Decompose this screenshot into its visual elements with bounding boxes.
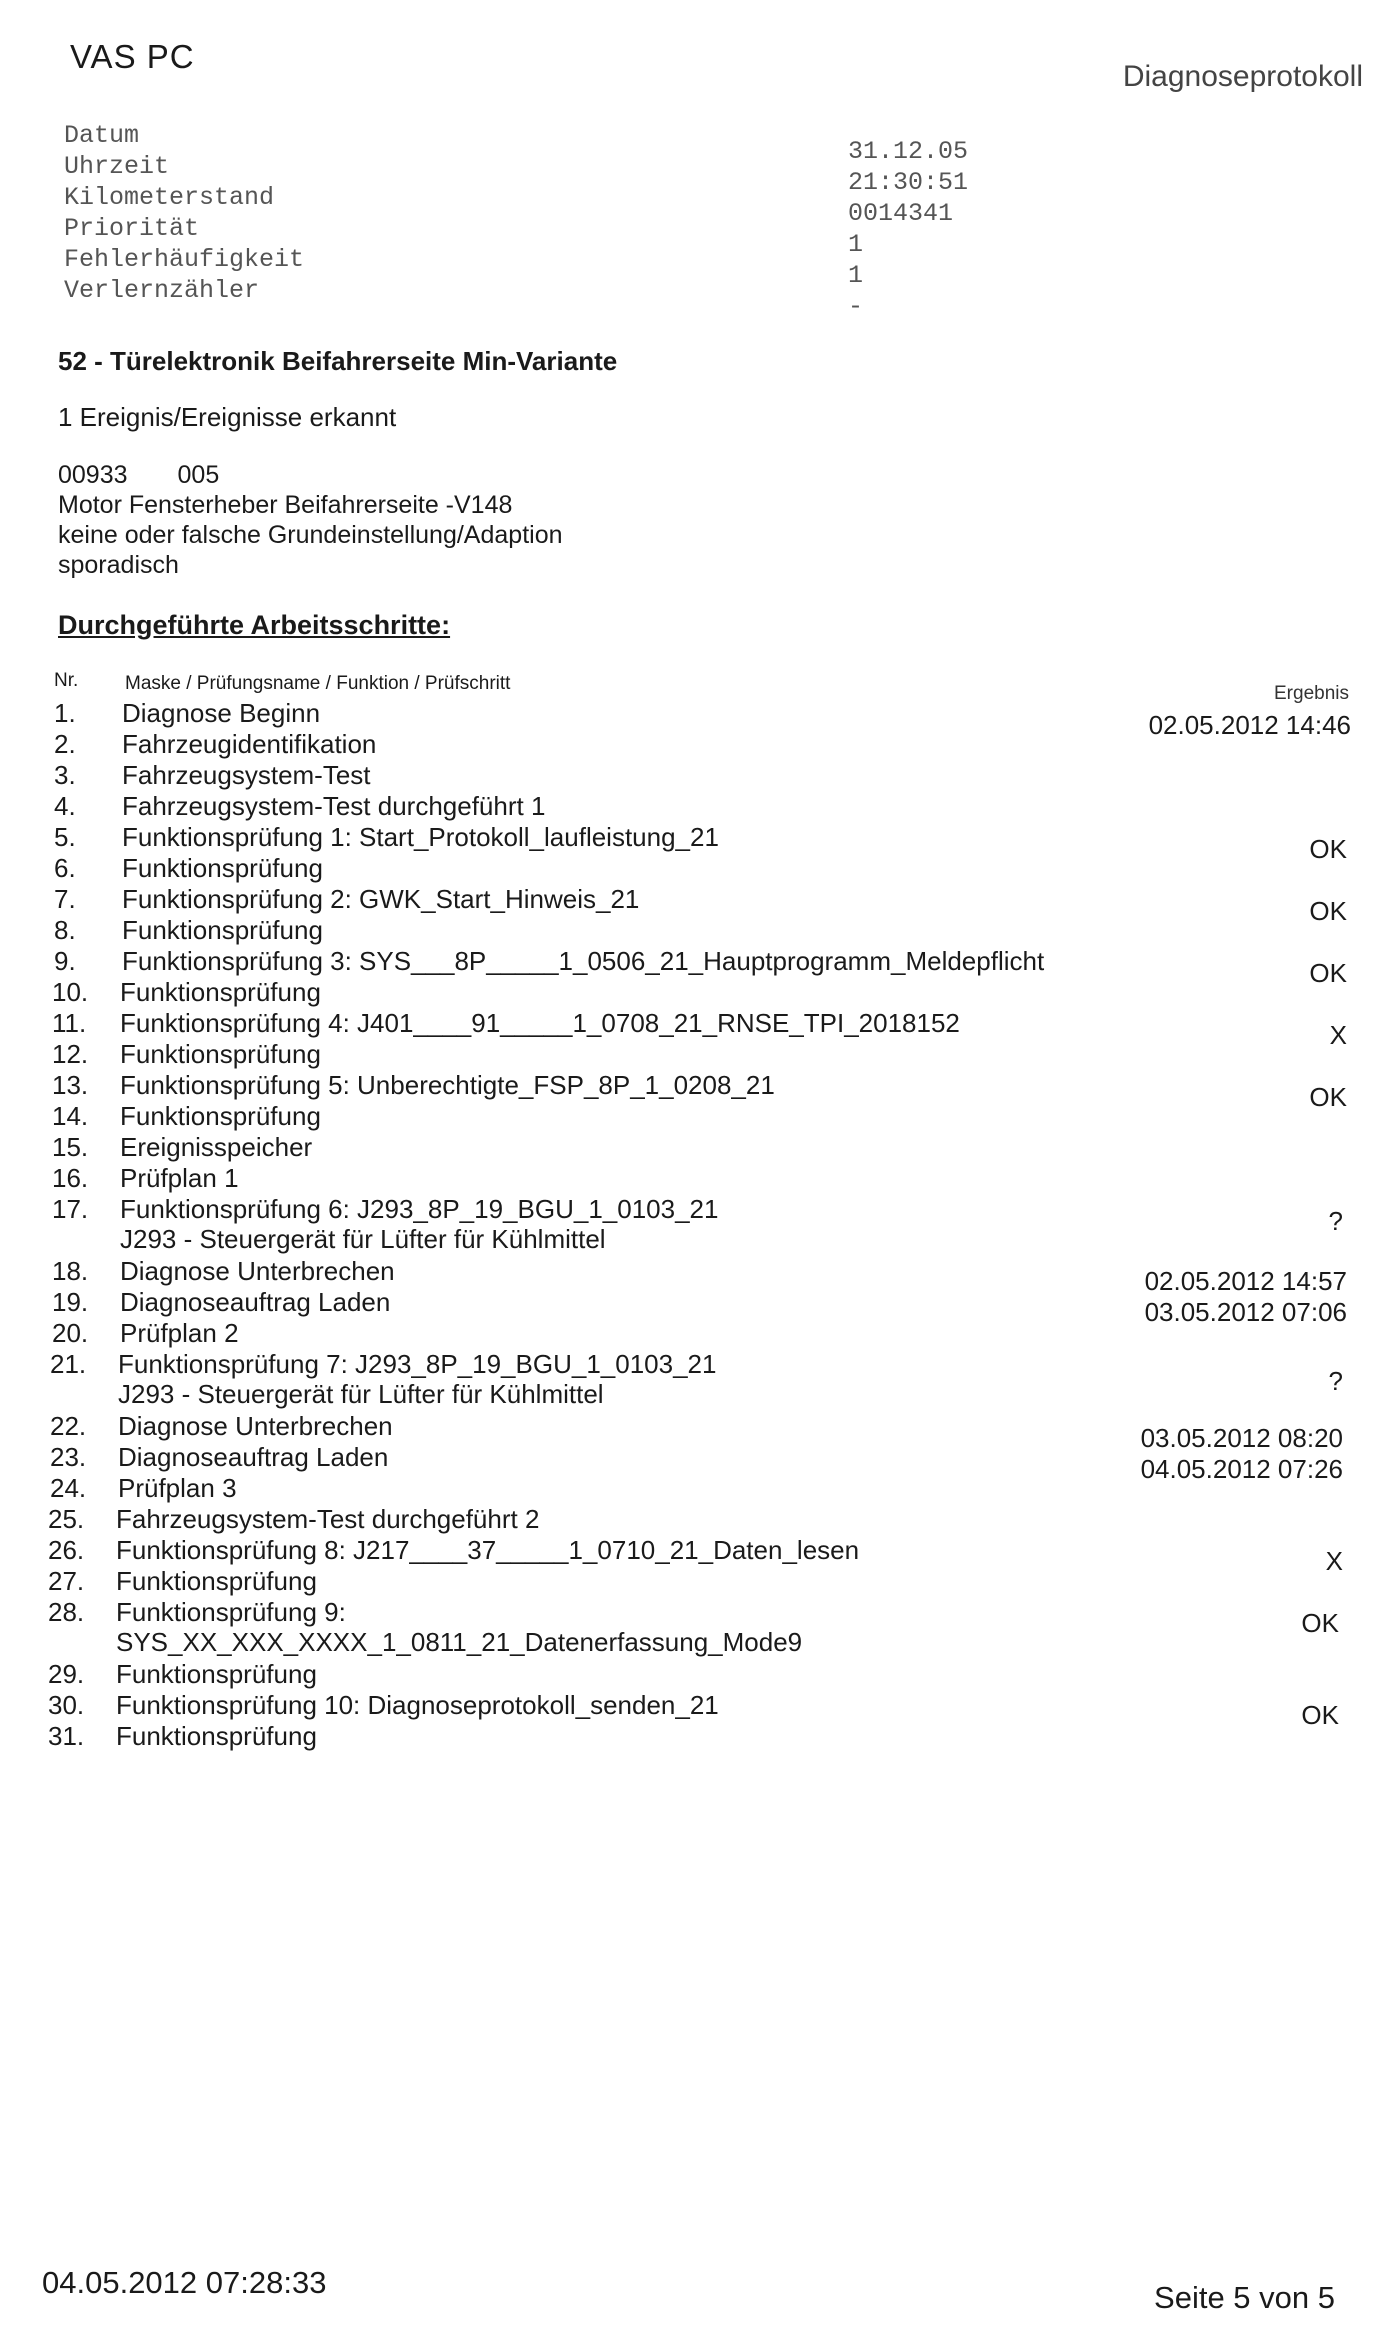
step-text: Funktionsprüfung 5: Unberechtigte_FSP_8P_1_0208_21	[120, 1070, 775, 1100]
step-number: 10.	[52, 977, 89, 1007]
step-text: Fahrzeugidentifikation	[122, 729, 377, 759]
step-text: Funktionsprüfung	[122, 853, 323, 883]
step-number: 27.	[48, 1566, 85, 1596]
document-type: Diagnoseprotokoll	[1122, 60, 1363, 93]
step-subtext: J293 - Steuergerät für Lüfter für Kühlmittel	[118, 1379, 604, 1409]
step-row	[54, 729, 1134, 759]
fault-code: 00933	[58, 461, 128, 489]
meta-label: Priorität	[64, 214, 200, 243]
meta-labels	[64, 120, 304, 306]
step-text: Funktionsprüfung 4: J401____91_____1_0708_21_RNSE_TPI_2018152	[120, 1008, 960, 1038]
step-number: 13.	[52, 1070, 89, 1100]
step-number: 25.	[48, 1504, 85, 1534]
step-number: 20.	[52, 1318, 89, 1348]
step-result: 04.05.2012 07:26	[1140, 1454, 1343, 1484]
step-text: Funktionsprüfung 7: J293_8P_19_BGU_1_0103_21	[118, 1349, 717, 1379]
step-result: X	[1329, 1020, 1347, 1050]
printed-timestamp: 04.05.2012 07:28:33	[42, 2265, 327, 2300]
step-result: OK	[1301, 1608, 1339, 1638]
step-number: 6.	[54, 853, 76, 883]
step-number: 17.	[52, 1194, 89, 1224]
step-row	[48, 1721, 1128, 1751]
step-text: Diagnoseauftrag Laden	[120, 1287, 391, 1317]
step-number: 5.	[54, 822, 76, 852]
column-header-result: Ergebnis	[1274, 683, 1349, 704]
step-result: 03.05.2012 08:20	[1140, 1423, 1343, 1453]
step-row	[54, 791, 1134, 821]
step-text: Prüfplan 2	[120, 1318, 239, 1348]
step-row	[52, 1194, 1132, 1254]
step-text: Funktionsprüfung	[122, 915, 323, 945]
meta-label: Uhrzeit	[64, 152, 170, 181]
fault-entry	[58, 460, 563, 580]
step-row	[48, 1659, 1128, 1689]
step-text: Fahrzeugsystem-Test	[122, 760, 371, 790]
step-number: 4.	[54, 791, 76, 821]
step-row	[54, 884, 1134, 914]
meta-value: 1	[848, 261, 864, 290]
step-text: Diagnose Beginn	[122, 698, 321, 728]
step-row	[50, 1349, 1130, 1409]
step-number: 12.	[52, 1039, 89, 1069]
step-result: ?	[1328, 1366, 1343, 1396]
step-text: Diagnose Unterbrechen	[120, 1256, 395, 1286]
step-text: Funktionsprüfung	[120, 1039, 321, 1069]
step-result: OK	[1309, 1082, 1347, 1112]
step-result: 03.05.2012 07:06	[1144, 1297, 1347, 1327]
step-number: 26.	[48, 1535, 85, 1565]
steps-heading: Durchgeführte Arbeitsschritte:	[58, 610, 451, 640]
step-row	[48, 1597, 1128, 1657]
step-result: 02.05.2012 14:46	[1148, 710, 1351, 740]
step-row	[54, 698, 1134, 728]
events-detected: 1 Ereignis/Ereignisse erkannt	[58, 402, 397, 432]
step-text: Funktionsprüfung 8: J217____37_____1_0710_21_Daten_lesen	[116, 1535, 860, 1565]
step-row	[50, 1411, 1130, 1441]
step-row	[52, 1101, 1132, 1131]
step-row	[54, 822, 1134, 852]
step-row	[48, 1504, 1128, 1534]
step-number: 2.	[54, 729, 76, 759]
fault-code-line	[58, 460, 563, 490]
step-row	[52, 977, 1132, 1007]
step-text: Funktionsprüfung 9:	[116, 1597, 346, 1627]
fault-subcode: 005	[177, 461, 220, 489]
step-number: 1.	[54, 698, 76, 728]
step-text: Funktionsprüfung	[116, 1721, 317, 1751]
step-number: 29.	[48, 1659, 85, 1689]
step-result: OK	[1309, 896, 1347, 926]
step-number: 24.	[50, 1473, 87, 1503]
step-text: Fahrzeugsystem-Test durchgeführt 1	[122, 791, 546, 821]
step-number: 3.	[54, 760, 76, 790]
step-text: Prüfplan 3	[118, 1473, 237, 1503]
step-number: 14.	[52, 1101, 89, 1131]
step-row	[50, 1442, 1130, 1472]
step-row	[52, 1256, 1132, 1286]
step-row	[52, 1132, 1132, 1162]
meta-value: -	[848, 292, 864, 321]
step-row	[48, 1566, 1128, 1596]
step-number: 19.	[52, 1287, 89, 1317]
step-number: 22.	[50, 1411, 87, 1441]
step-row	[54, 760, 1134, 790]
step-row	[50, 1473, 1130, 1503]
step-result: ?	[1328, 1206, 1343, 1236]
step-row	[52, 1163, 1132, 1193]
step-number: 9.	[54, 946, 76, 976]
app-title: VAS PC	[70, 38, 195, 75]
meta-label: Verlernzähler	[64, 276, 260, 305]
step-text: Diagnose Unterbrechen	[118, 1411, 393, 1441]
step-number: 15.	[52, 1132, 89, 1162]
fault-description: Motor Fensterheber Beifahrerseite -V148	[58, 491, 513, 519]
step-text: Diagnoseauftrag Laden	[118, 1442, 389, 1472]
meta-value: 1	[848, 230, 864, 259]
step-row	[52, 1008, 1132, 1038]
column-header-nr: Nr.	[54, 670, 79, 691]
step-row	[54, 853, 1134, 883]
step-number: 31.	[48, 1721, 85, 1751]
step-result: OK	[1301, 1700, 1339, 1730]
step-result: OK	[1309, 958, 1347, 988]
step-number: 16.	[52, 1163, 89, 1193]
step-row	[52, 1039, 1132, 1069]
meta-values	[848, 136, 968, 322]
step-subtext: J293 - Steuergerät für Lüfter für Kühlmittel	[120, 1224, 606, 1254]
step-text: Funktionsprüfung	[120, 977, 321, 1007]
step-text: Funktionsprüfung 10: Diagnoseprotokoll_senden_21	[116, 1690, 719, 1720]
step-number: 8.	[54, 915, 76, 945]
step-row	[52, 1318, 1132, 1348]
step-text: Funktionsprüfung 6: J293_8P_19_BGU_1_0103_21	[120, 1194, 719, 1224]
meta-label: Kilometerstand	[64, 183, 275, 212]
fault-frequency: sporadisch	[58, 551, 179, 579]
step-result: 02.05.2012 14:57	[1144, 1266, 1347, 1296]
step-row	[52, 1287, 1132, 1317]
step-number: 28.	[48, 1597, 85, 1627]
step-text: Funktionsprüfung 3: SYS___8P_____1_0506_21_Hauptprogramm_Meldepflicht	[122, 946, 1045, 976]
step-row	[54, 915, 1134, 945]
meta-value: 21:30:51	[848, 168, 969, 197]
page-number: Seite 5 von 5	[1154, 2280, 1335, 2315]
step-text: Funktionsprüfung 1: Start_Protokoll_laufleistung_21	[122, 822, 719, 852]
step-number: 7.	[54, 884, 76, 914]
meta-value: 0014341	[848, 199, 954, 228]
step-row	[48, 1690, 1128, 1720]
step-number: 11.	[52, 1008, 87, 1038]
step-text: Funktionsprüfung 2: GWK_Start_Hinweis_21	[122, 884, 640, 914]
meta-value: 31.12.05	[848, 137, 969, 166]
step-subtext: SYS_XX_XXX_XXXX_1_0811_21_Datenerfassung_Mode9	[116, 1627, 803, 1657]
meta-label: Fehlerhäufigkeit	[64, 245, 305, 274]
step-number: 18.	[52, 1256, 89, 1286]
step-result: OK	[1309, 834, 1347, 864]
step-text: Funktionsprüfung	[116, 1566, 317, 1596]
step-text: Prüfplan 1	[120, 1163, 239, 1193]
fault-type: keine oder falsche Grundeinstellung/Adaption	[58, 521, 563, 549]
step-row	[48, 1535, 1128, 1565]
step-text: Funktionsprüfung	[116, 1659, 317, 1689]
step-row	[54, 946, 1134, 976]
step-result: X	[1325, 1546, 1343, 1576]
step-row	[52, 1070, 1132, 1100]
step-number: 21.	[50, 1349, 87, 1379]
step-number: 30.	[48, 1690, 85, 1720]
meta-label: Datum	[64, 121, 140, 150]
step-number: 23.	[50, 1442, 87, 1472]
step-text: Funktionsprüfung	[120, 1101, 321, 1131]
step-text: Fahrzeugsystem-Test durchgeführt 2	[116, 1504, 540, 1534]
step-text: Ereignisspeicher	[120, 1132, 313, 1162]
control-unit-title: 52 - Türelektronik Beifahrerseite Min-Variante	[58, 346, 618, 376]
column-header-mask: Maske / Prüfungsname / Funktion / Prüfschritt	[125, 673, 511, 694]
